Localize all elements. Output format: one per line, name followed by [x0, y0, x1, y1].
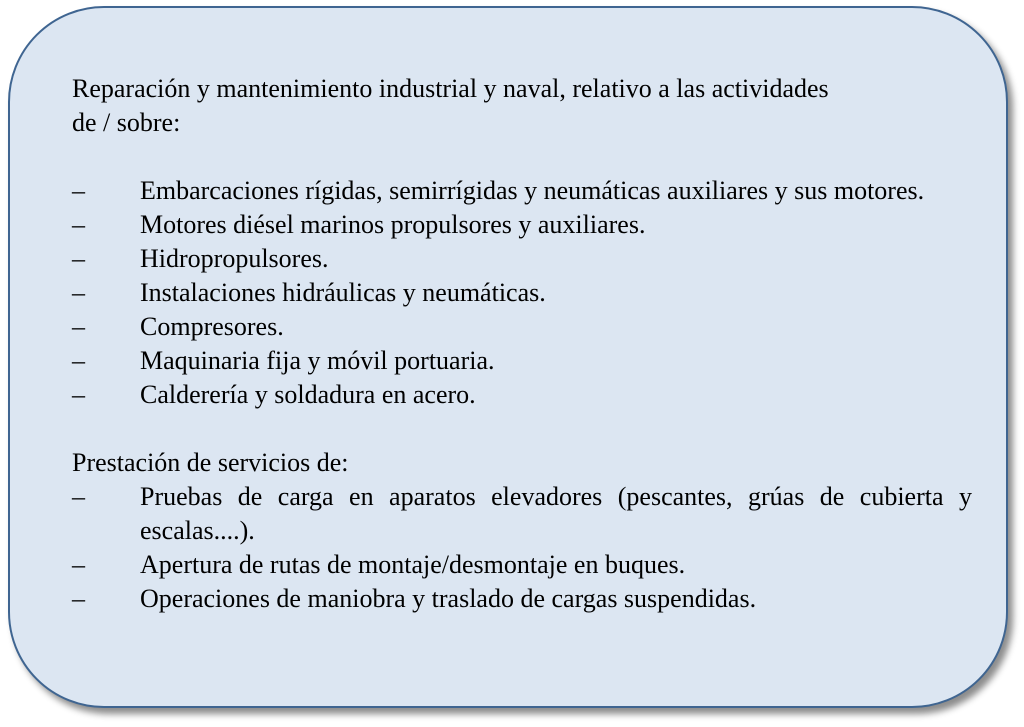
dash-bullet: –: [72, 346, 85, 375]
list-item-text: Maquinaria fija y móvil portuaria.: [140, 346, 495, 375]
list-item-text: Pruebas de carga en aparatos elevadores (pescantes, grúas de cubierta y escalas....).: [140, 482, 972, 545]
dash-bullet: –: [72, 550, 85, 579]
section1-intro: Reparación y mantenimiento industrial y naval, relativo a las actividades de / sobre:: [72, 74, 829, 137]
list-item-text: Hidropropulsores.: [140, 244, 329, 273]
spacer: [72, 412, 972, 446]
dash-bullet: –: [72, 176, 85, 205]
dash-bullet: –: [72, 380, 85, 409]
rounded-info-box: [8, 6, 1008, 708]
list-item-text: Motores diésel marinos propulsores y auxiliares.: [140, 210, 646, 239]
list-item: [72, 276, 972, 310]
section2-list: [72, 480, 972, 616]
list-item: [72, 310, 972, 344]
list-item: [72, 174, 972, 208]
dash-bullet: –: [72, 482, 85, 511]
list-item-text: Embarcaciones rígidas, semirrígidas y neumáticas auxiliares y sus motores.: [140, 176, 925, 205]
list-item: [72, 480, 972, 548]
section1-list: [72, 174, 972, 412]
section2-intro: Prestación de servicios de:: [72, 448, 349, 477]
dash-bullet: –: [72, 584, 85, 613]
list-item-text: Calderería y soldadura en acero.: [140, 380, 476, 409]
list-item: [72, 208, 972, 242]
spacer: [72, 140, 972, 174]
dash-bullet: –: [72, 210, 85, 239]
list-item: [72, 582, 972, 616]
list-item-text: Instalaciones hidráulicas y neumáticas.: [140, 278, 546, 307]
list-item-text: Compresores.: [140, 312, 284, 341]
dash-bullet: –: [72, 244, 85, 273]
list-item: [72, 242, 972, 276]
list-item: [72, 344, 972, 378]
list-item-text: Operaciones de maniobra y traslado de cargas suspendidas.: [140, 584, 757, 613]
dash-bullet: –: [72, 278, 85, 307]
dash-bullet: –: [72, 312, 85, 341]
box-content: [72, 72, 972, 616]
list-item: [72, 378, 972, 412]
list-item-text: Apertura de rutas de montaje/desmontaje en buques.: [140, 550, 686, 579]
list-item: [72, 548, 972, 582]
